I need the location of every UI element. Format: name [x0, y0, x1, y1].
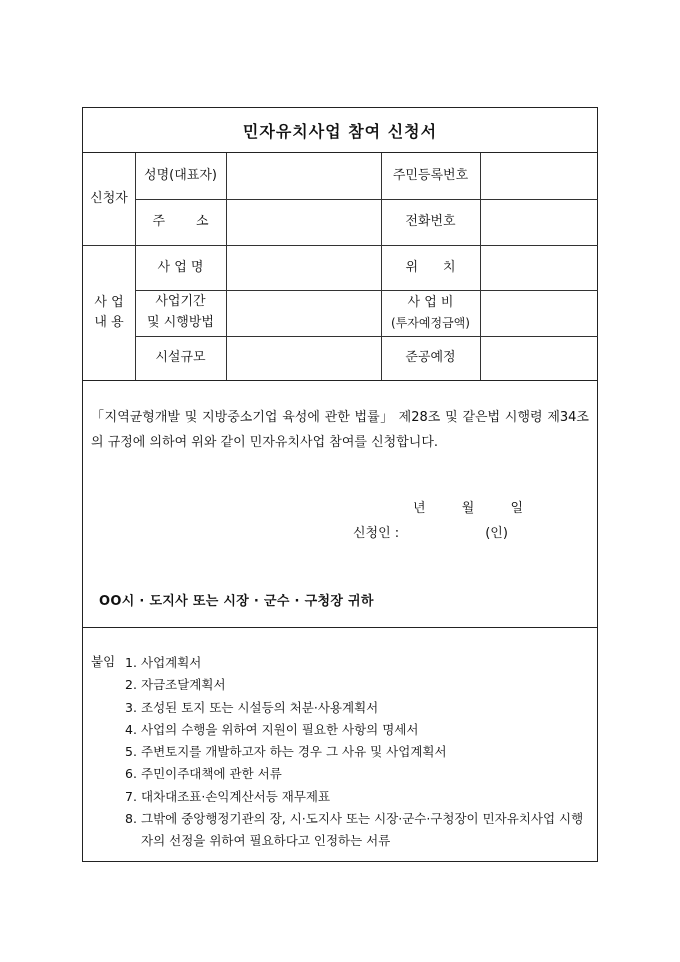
month-label: 월 [461, 501, 475, 516]
project-section-label [83, 245, 135, 380]
phone-field[interactable] [480, 199, 598, 245]
list-item: 5. 주변토지를 개발하고자 하는 경우 그 사유 및 사업계획서 [125, 744, 447, 760]
completion-label: 준공예정 [405, 350, 456, 366]
applicant-section-label: 신청자 [90, 191, 128, 207]
address-label [135, 199, 226, 245]
signature-field[interactable] [399, 522, 485, 541]
year-label: 년 [413, 501, 426, 516]
attachments-section [83, 628, 597, 863]
attachments-list [125, 652, 593, 853]
seal-mark: (인) [485, 526, 508, 541]
period-field[interactable] [226, 290, 381, 336]
location-label [381, 245, 480, 290]
scale-label: 시설규모 [155, 350, 206, 366]
name-field[interactable] [226, 153, 381, 199]
list-item: 8. 그밖에 중앙행정기관의 장, 시·도지사 또는 시장·군수·구청장이 민자유치사업 시행자의 선정을 위하여 필요하다고 인정하는 서류 [125, 811, 584, 849]
location-field[interactable] [480, 245, 598, 290]
project-section-label-line: 내 용 [94, 314, 124, 330]
project-name-label: 사 업 명 [157, 259, 204, 275]
period-label-line: 사업기간 [155, 294, 206, 310]
info-grid [83, 153, 597, 380]
completion-field[interactable] [480, 336, 598, 380]
cost-label-line: (투자예정금액) [391, 315, 470, 330]
application-form [82, 107, 598, 862]
list-item: 4. 사업의 수행을 위하여 지원이 필요한 사항의 명세서 [125, 721, 419, 737]
declaration-section [83, 380, 597, 628]
period-label-line: 및 시행방법 [147, 315, 214, 330]
list-item: 7. 대차대조표·손익계산서등 재무제표 [125, 788, 331, 804]
resident-number-label: 주민등록번호 [392, 168, 469, 184]
cost-field[interactable] [480, 290, 598, 336]
period-label [135, 290, 226, 336]
applicant-signature-label: 신청인 : [353, 526, 400, 541]
list-item: 3. 조성된 토지 또는 시설등의 처분·사용계획서 [125, 699, 379, 715]
declaration-text: 「지역균형개발 및 지방중소기업 육성에 관한 법률」 제28조 및 같은법 시행령 제34조의 규정에 의하여 위와 같이 민자유치사업 참여를 신청합니다. [91, 410, 589, 450]
cost-label [381, 290, 480, 336]
scale-field[interactable] [226, 336, 381, 380]
address-label-part: 소 [195, 214, 209, 230]
list-item: 1. 사업계획서 [125, 655, 202, 670]
date-line [413, 497, 523, 516]
location-label-part: 치 [442, 259, 456, 275]
cost-label-line: 사 업 비 [407, 295, 454, 310]
form-title: 민자유치사업 참여 신청서 [83, 108, 597, 153]
attachments-label: 붙임 [91, 654, 116, 669]
applicant-signature-line [353, 522, 508, 541]
phone-label: 전화번호 [405, 214, 456, 230]
name-label: 성명(대표자) [144, 168, 217, 184]
location-label-part: 위 [405, 259, 419, 275]
list-item: 6. 주민이주대책에 관한 서류 [125, 766, 282, 782]
resident-number-field[interactable] [480, 153, 598, 199]
project-name-field[interactable] [226, 245, 381, 290]
day-label: 일 [510, 501, 523, 516]
address-field[interactable] [226, 199, 381, 245]
project-section-label-line: 사 업 [94, 295, 124, 310]
address-label-part: 주 [152, 214, 166, 230]
list-item: 2. 자금조달계획서 [125, 677, 226, 693]
addressee: OO시 · 도지사 또는 시장 · 군수 · 구청장 귀하 [99, 594, 374, 609]
